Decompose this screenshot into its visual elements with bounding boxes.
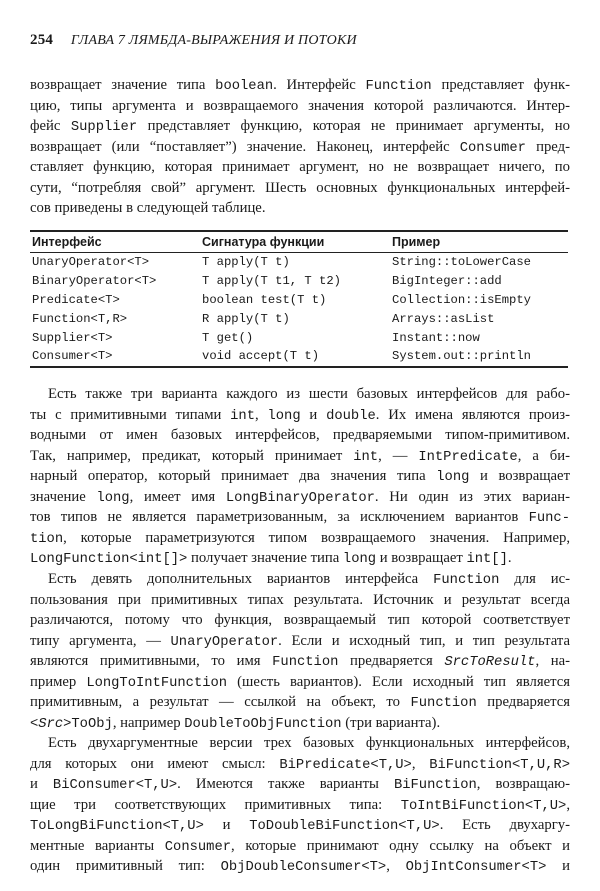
text-span: . Имеются также варианты	[177, 776, 394, 792]
code-span: ObjDoubleConsumer<T>	[220, 860, 387, 875]
page-number: 254	[30, 32, 54, 48]
code-span: LongFunction<int[]>	[30, 552, 188, 567]
text-span: и	[546, 858, 570, 874]
text-span: Так, например, предикат, который принимает	[30, 447, 354, 464]
column-header-example: Пример	[390, 231, 568, 253]
text-line	[30, 610, 570, 631]
table-cell: T apply(T t1, T t2)	[202, 274, 341, 289]
text-span: для ис-	[499, 571, 570, 587]
text-span: водными от имен базовых интерфейсов, предваряемыми типом-примитивом.	[30, 427, 570, 443]
code-span: Function	[410, 696, 477, 711]
text-span: , а би-	[517, 447, 571, 464]
text-span: ,	[386, 858, 406, 874]
text-line	[30, 590, 570, 611]
table-row	[30, 347, 568, 367]
table-row	[30, 328, 568, 347]
text-line	[30, 836, 570, 857]
table-cell: UnaryOperator<T>	[32, 255, 150, 270]
text-line	[30, 116, 570, 137]
text-span: сути, “потребляя свой” аргумент. Шесть основных функциональных интерфей-	[30, 179, 570, 196]
table-cell: Predicate<T>	[32, 292, 120, 307]
code-span: BiConsumer<T,U>	[52, 778, 178, 793]
text-span: различаются, потому что функция, возвращаемый тип которой соответствует	[30, 612, 570, 628]
text-line	[30, 774, 570, 795]
table-cell: System.out::println	[390, 347, 568, 367]
text-span: возвращает (или “поставляет”) значение. Наконец, интерфейс	[30, 138, 460, 155]
text-span: ты с примитивными типами	[30, 406, 231, 423]
text-span: , которые принимают одну ссылку на объект и	[231, 837, 570, 854]
text-line	[30, 569, 570, 590]
text-span: . Их имена являются произ-	[375, 406, 570, 423]
code-span: double	[326, 408, 376, 424]
text-line	[30, 528, 570, 549]
text-span: , —	[378, 447, 419, 464]
text-line	[30, 631, 570, 652]
table-row	[30, 272, 568, 291]
text-span: являются примитивными, то имя	[30, 653, 273, 669]
text-line	[30, 198, 570, 219]
code-span: Consumer	[459, 140, 526, 156]
text-span: и возвращает	[469, 468, 570, 484]
code-span: BiPredicate<T,U>	[279, 757, 412, 773]
table-cell: BinaryOperator<T>	[32, 274, 157, 289]
text-line	[30, 754, 570, 775]
code-span: ToDoubleBiFunction<T,U>	[249, 819, 440, 834]
text-line	[30, 733, 570, 754]
code-span: long	[96, 490, 130, 506]
text-span: Есть двухаргументные версии трех базовых функциональных интерфейсов,	[48, 735, 570, 751]
text-line	[30, 692, 570, 713]
code-span: LongBinaryOperator	[225, 490, 375, 506]
paragraph-1	[30, 75, 570, 219]
text-span: пример	[30, 673, 87, 690]
code-span: >ToObj	[63, 716, 113, 732]
table-cell: boolean test(T t)	[202, 292, 327, 307]
text-span: щие три соответствующих примитивных типа:	[30, 796, 401, 813]
text-span: . Ни один из этих вариан-	[374, 488, 571, 505]
table-cell: Function<T,R>	[32, 311, 128, 326]
text-span: Есть также три варианта каждого из шести базовых интерфейсов для рабо-	[48, 386, 570, 402]
code-span: Consumer	[164, 839, 232, 855]
text-span: фейс	[30, 118, 71, 134]
code-span: Function	[365, 79, 432, 94]
text-span: Есть девять дополнительных вариантов интерфейса	[48, 571, 434, 587]
functional-interfaces-table	[30, 230, 568, 368]
text-line	[30, 466, 570, 487]
text-line	[30, 75, 570, 96]
column-header-interface: Интерфейс	[30, 231, 200, 253]
text-line	[30, 446, 570, 467]
text-span: представляет функцию, которая не принимает аргументы, но	[137, 118, 570, 134]
code-span: Function	[272, 655, 339, 670]
text-span: , на-	[535, 653, 570, 669]
text-span: . Если и исходный тип, и тип результата	[278, 632, 571, 649]
text-line	[30, 713, 570, 734]
text-span: и	[30, 776, 53, 792]
text-span: , которые параметризуются типом возвращаемого значения. Например,	[63, 529, 570, 546]
code-span: Function	[433, 573, 500, 588]
text-line	[30, 507, 570, 528]
text-span: цию, типы аргумента и возвращаемого значения которой различаются. Интер-	[30, 97, 570, 114]
text-span: , возвращаю-	[476, 776, 570, 792]
code-span: <	[30, 716, 39, 732]
chapter-title: ГЛАВА 7 ЛЯМБДА-ВЫРАЖЕНИЯ И ПОТОКИ	[70, 33, 357, 48]
code-span: int[]	[466, 552, 508, 567]
text-span: , имеет имя	[129, 488, 226, 505]
table-cell: T get()	[202, 330, 254, 345]
text-span: ментные варианты	[30, 837, 165, 854]
code-span: tion	[30, 531, 64, 547]
table-cell: BigInteger::add	[392, 274, 502, 289]
text-span: предваряется	[338, 653, 445, 669]
text-span: . Есть двухаргу-	[439, 817, 570, 833]
text-span: типу аргумента, —	[30, 632, 171, 649]
text-span: для которых они имеют смысл:	[30, 755, 280, 772]
code-span: Func-	[528, 511, 570, 526]
code-span: ToIntBiFunction<T,U>	[400, 798, 567, 814]
text-line	[30, 795, 570, 816]
text-span: предваряется	[476, 694, 570, 710]
text-line	[30, 856, 570, 877]
table-row	[30, 291, 568, 310]
text-line	[30, 157, 570, 178]
table-cell: R apply(T t)	[202, 311, 290, 326]
table-cell: String::toLowerCase	[392, 255, 531, 270]
code-span: Src	[38, 716, 64, 732]
text-line	[30, 137, 570, 158]
paragraph-2	[30, 384, 570, 569]
code-span: long	[436, 470, 470, 485]
text-line	[30, 672, 570, 693]
text-line	[30, 651, 570, 672]
text-span: тов типов не является параметризованным, за исключением вариантов	[30, 509, 529, 525]
text-span: и	[203, 817, 250, 833]
code-span: LongToIntFunction	[86, 675, 228, 691]
text-line	[30, 487, 570, 508]
table-header-row	[30, 231, 568, 253]
text-line	[30, 178, 570, 199]
table-cell: Supplier<T>	[32, 330, 113, 345]
paragraph-4	[30, 733, 570, 877]
code-span: IntPredicate	[418, 449, 518, 465]
text-span: (шесть вариантов). Если исходный тип является	[227, 673, 570, 690]
text-span: пользования при примитивных типах результата. Источник и результат всегда	[30, 591, 570, 608]
text-span: и	[300, 406, 327, 423]
text-span: ,	[566, 796, 570, 813]
text-span: ,	[411, 755, 430, 772]
code-span: ObjIntConsumer<T>	[405, 860, 547, 875]
text-line	[30, 815, 570, 836]
text-line	[30, 425, 570, 446]
column-header-signature: Сигнатура функции	[200, 231, 390, 253]
table-cell: T apply(T t)	[202, 255, 290, 270]
table-cell: Instant::now	[392, 330, 480, 345]
table-cell: Collection::isEmpty	[392, 292, 531, 307]
text-span: (три варианта).	[341, 714, 441, 731]
text-line	[30, 384, 570, 405]
table-cell: Consumer<T>	[30, 347, 200, 367]
code-span: UnaryOperator	[170, 634, 279, 650]
table-cell: Arrays::asList	[392, 311, 495, 326]
text-span: сов приведены в следующей таблице.	[30, 200, 266, 216]
code-span: int	[353, 449, 379, 465]
text-line	[30, 548, 570, 569]
text-span: , например	[112, 714, 185, 731]
code-span: BiFunction	[393, 778, 477, 793]
text-span: представляет функ-	[431, 77, 570, 93]
text-span: один примитивный тип:	[30, 858, 221, 874]
text-span: примитивным, а результат — ссылкой на объект, то	[30, 694, 411, 710]
table-row	[30, 253, 568, 272]
text-span: возвращает значение типа	[30, 77, 216, 93]
text-span: ставляет функцию, которая принимает аргумент, но не возвращает ничего, по	[30, 159, 570, 175]
code-span: BiFunction<T,U,R>	[429, 757, 570, 773]
text-line	[30, 96, 570, 117]
running-header	[30, 32, 570, 49]
text-span: получает значение типа	[187, 550, 343, 566]
text-span: ,	[255, 406, 268, 423]
code-span: boolean	[215, 79, 274, 94]
code-span: long	[267, 408, 301, 424]
text-span: и возвращает	[376, 550, 467, 566]
code-span: long	[342, 552, 377, 567]
code-span: Supplier	[70, 120, 138, 135]
code-span: DoubleToObjFunction	[184, 716, 342, 732]
text-span: нарный оператор, который принимает два значения типа	[30, 468, 437, 484]
text-span: пред-	[525, 138, 570, 155]
table-row	[30, 309, 568, 328]
text-span: значение	[30, 488, 97, 505]
code-span: SrcToResult	[444, 655, 536, 670]
text-line	[30, 405, 570, 426]
text-span: . Интерфейс	[273, 77, 366, 93]
code-span: ToLongBiFunction<T,U>	[30, 819, 204, 834]
paragraph-3	[30, 569, 570, 733]
code-span: int	[230, 408, 255, 424]
text-span: .	[507, 550, 512, 566]
table-cell: void accept(T t)	[200, 347, 390, 367]
